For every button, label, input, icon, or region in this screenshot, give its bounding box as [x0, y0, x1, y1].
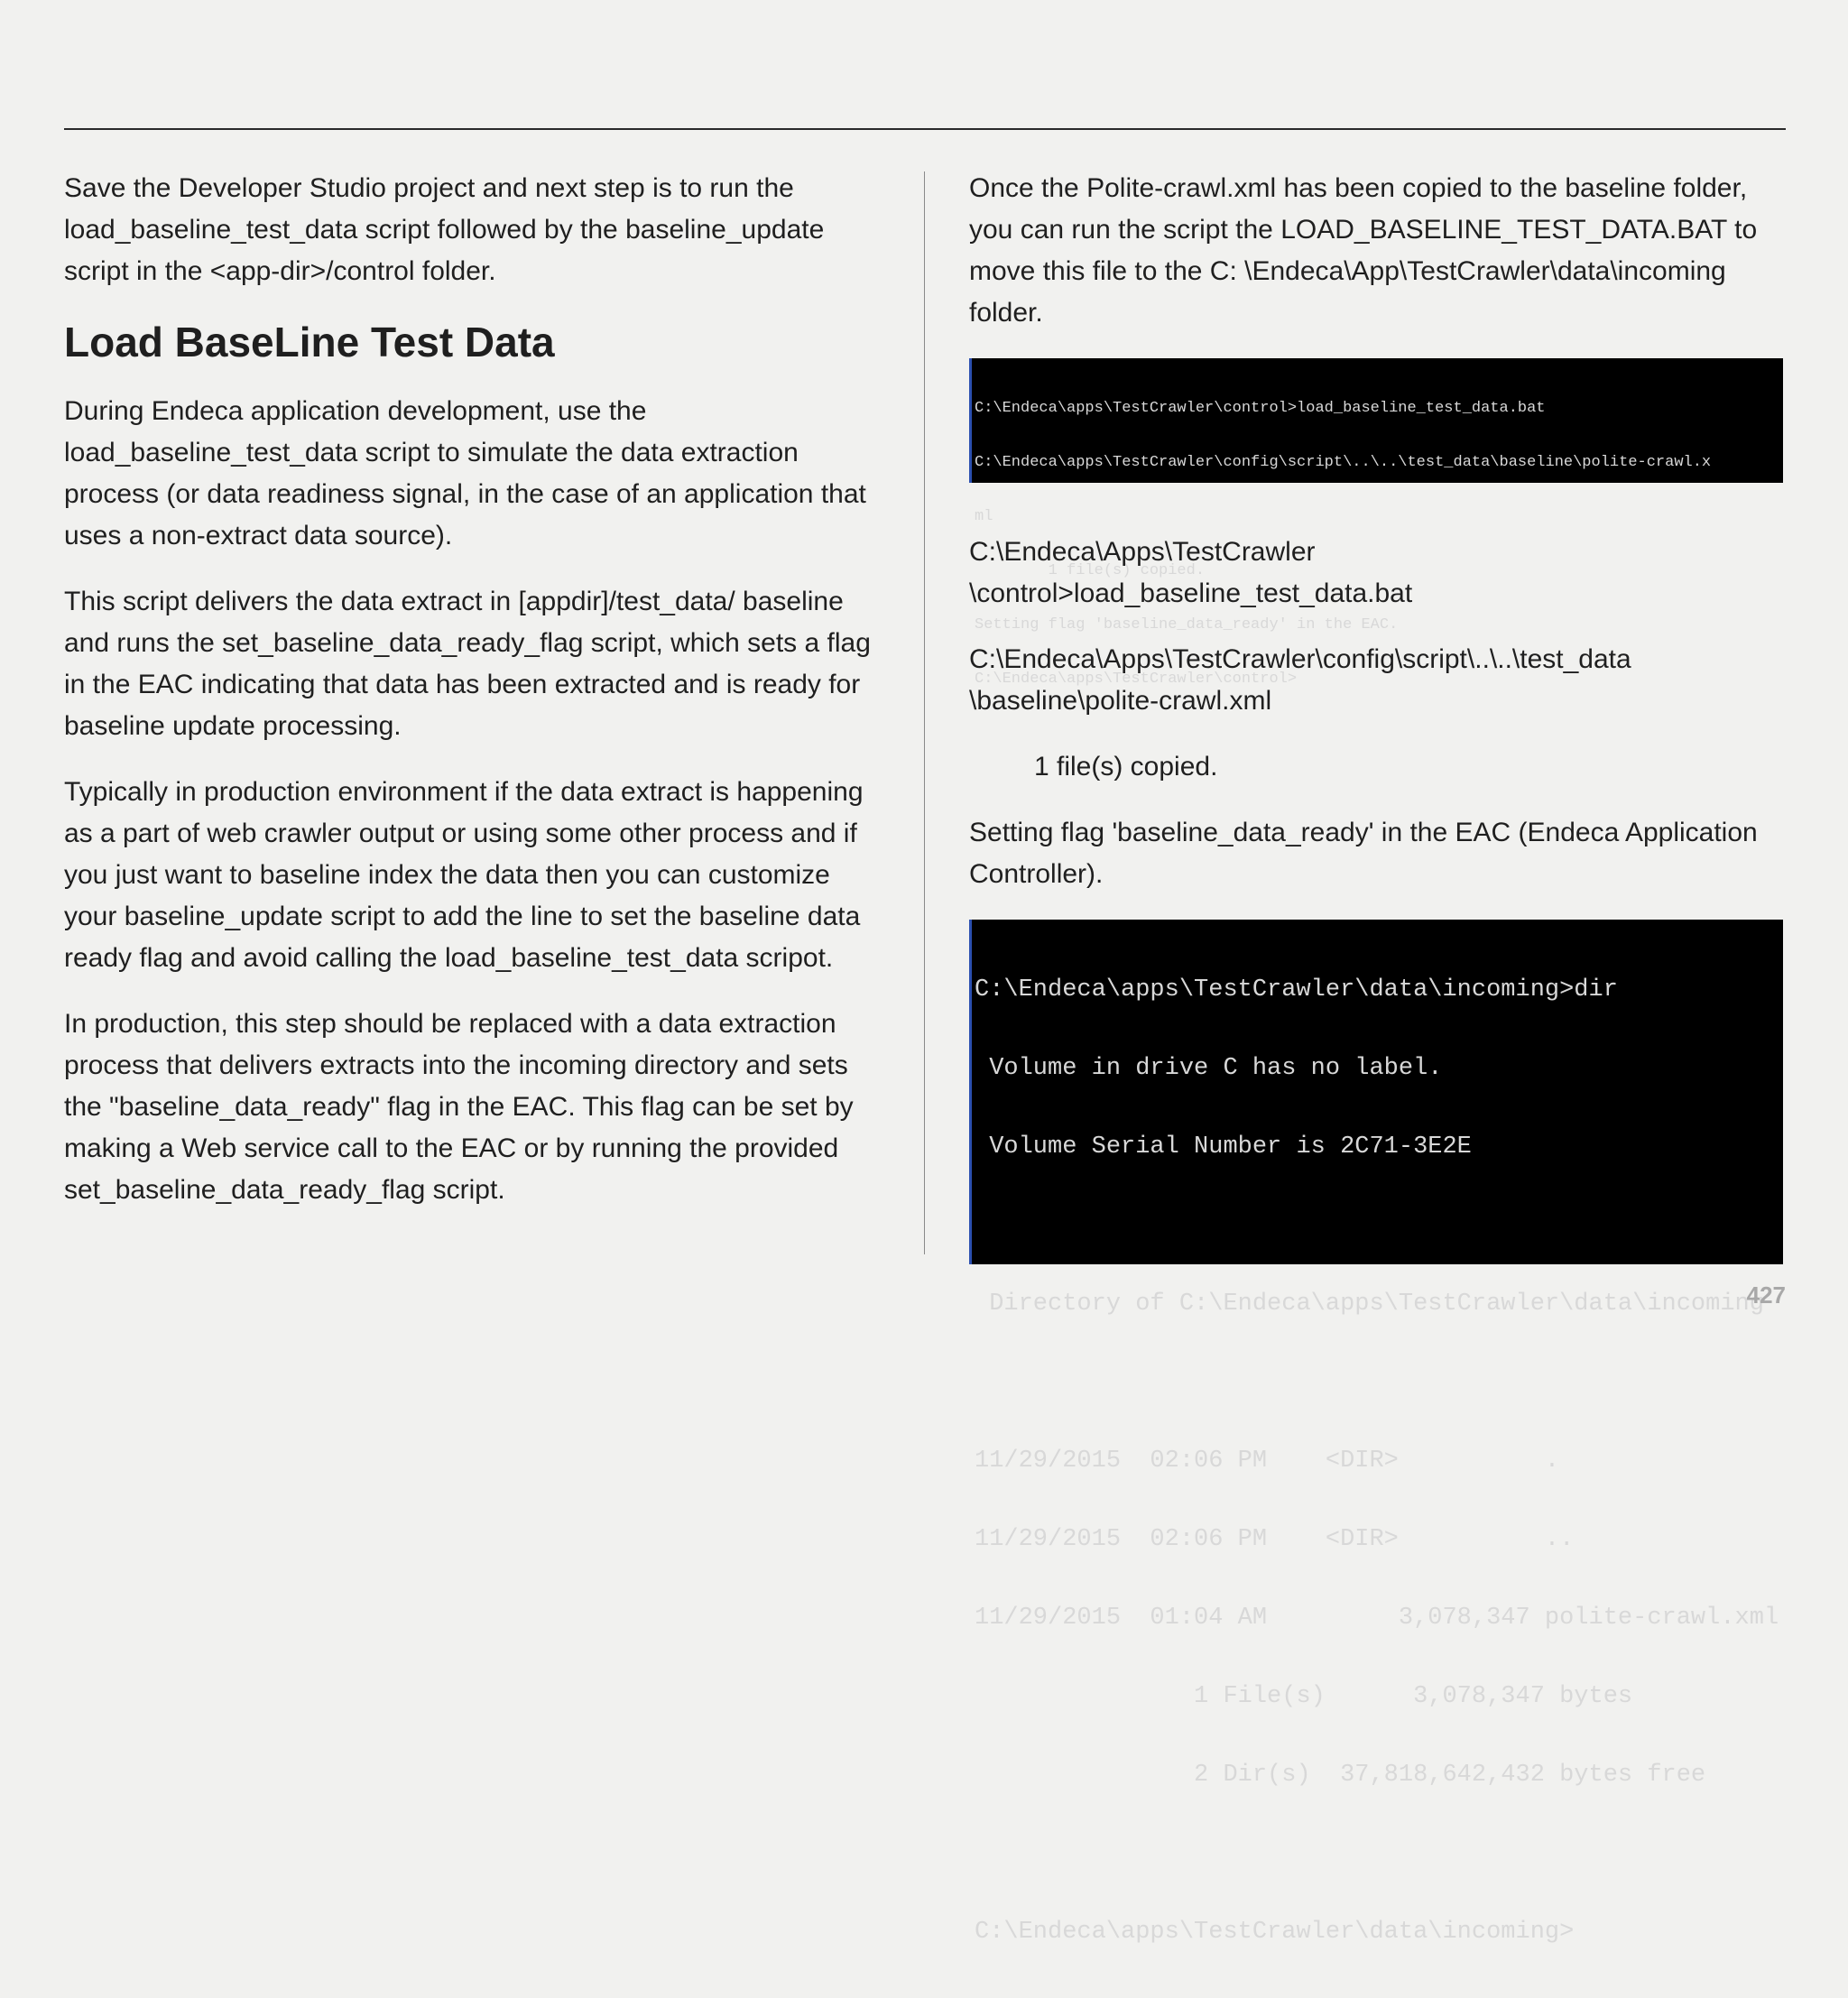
column-divider: [924, 171, 925, 1254]
terminal-line: Volume in drive C has no label.: [975, 1055, 1443, 1082]
terminal-line: 11/29/2015 02:06 PM <DIR> .: [975, 1448, 1560, 1475]
terminal-line: [975, 1370, 1783, 1396]
files-copied-text: 1 file(s) copied.: [1034, 752, 1218, 782]
paragraph-production-environment: Typically in production environment if the data extract is happening as a part of web crawler output or using some other process and if you just want to baseline index the data then you can customize your baseline_update script to add the line to set the baseline data ready flag and avoid calling the load_baseline_test_data scripot.: [64, 777, 864, 973]
terminal-line: [975, 1213, 1783, 1239]
path-line-2: \baseline\polite-crawl.xml: [969, 686, 1272, 716]
path-line-1: C:\Endeca\Apps\TestCrawler\config\script\..\..\test_data: [969, 644, 1631, 674]
terminal-line: C:\Endeca\apps\TestCrawler\config\script\..\..\test_data\baseline\polite-crawl.x: [975, 454, 1712, 471]
terminal-line: C:\Endeca\apps\TestCrawler\data\incoming>dir: [975, 976, 1618, 1004]
top-rule: [64, 128, 1786, 130]
command-line-1: C:\Endeca\Apps\TestCrawler: [969, 537, 1316, 567]
section-heading: Load BaseLine Test Data: [64, 319, 555, 365]
page-number: 427: [1746, 1281, 1786, 1309]
intro-paragraph: Save the Developer Studio project and next step is to run the load_baseline_test_data script followed by the baseline_update script in the <app-dir>/control folder.: [64, 173, 825, 286]
copy-instructions-paragraph: Once the Polite-crawl.xml has been copied to the baseline folder, you can run the script the LOAD_BASELINE_TEST_DATA.BAT to move this file to the C: \Endeca\App\TestCrawler\data\incoming folder.: [969, 173, 1758, 328]
terminal-line: Setting flag 'baseline_data_ready' in the EAC.: [975, 616, 1399, 634]
path-paragraph: [969, 639, 1786, 722]
terminal-line: C:\Endeca\apps\TestCrawler\control>load_baseline_test_data.bat: [975, 400, 1546, 417]
terminal-line: 1 File(s) 3,078,347 bytes: [975, 1683, 1633, 1710]
command-paragraph: [969, 532, 1786, 615]
terminal-line: C:\Endeca\apps\TestCrawler\data\incoming>: [975, 1919, 1575, 1946]
terminal-line: Volume Serial Number is 2C71-3E2E: [975, 1133, 1472, 1161]
terminal-line: ml: [975, 508, 993, 525]
terminal-line: C:\Endeca\apps\TestCrawler\control>: [975, 671, 1298, 688]
terminal-line: [975, 1841, 1783, 1867]
terminal-line: Directory of C:\Endeca\apps\TestCrawler\data\incoming: [975, 1290, 1764, 1318]
paragraph-development: During Endeca application development, use the load_baseline_test_data script to simulate the data extraction process (or data readiness signal, in the case of an application that uses a non-extract data source).: [64, 396, 866, 550]
flag-paragraph: Setting flag 'baseline_data_ready' in the EAC (Endeca Application Controller).: [969, 818, 1758, 889]
left-column: [64, 168, 885, 1235]
terminal-line: 11/29/2015 01:04 AM 3,078,347 polite-crawl.xml: [975, 1605, 1779, 1632]
terminal-line: 1 file(s) copied.: [975, 562, 1206, 579]
command-line-2: \control>load_baseline_test_data.bat: [969, 578, 1413, 608]
terminal-screenshot-load-script: [969, 358, 1783, 688]
terminal-line: 2 Dir(s) 37,818,642,432 bytes free: [975, 1762, 1706, 1789]
terminal-line: 11/29/2015 02:06 PM <DIR> ..: [975, 1526, 1575, 1553]
paragraph-script-delivers: This script delivers the data extract in [appdir]/test_data/ baseline and runs the set_baseline_data_ready_flag script, which sets a flag in the EAC indicating that data has been extracted and is ready for baseline update processing.: [64, 587, 871, 741]
paragraph-production-step: In production, this step should be replaced with a data extraction process that delivers extracts into the incoming directory and sets the "baseline_data_ready" flag in the EAC. This flag can be set by making a Web service call to the EAC or by running the provided set_baseline_data_ready_flag script.: [64, 1009, 854, 1205]
